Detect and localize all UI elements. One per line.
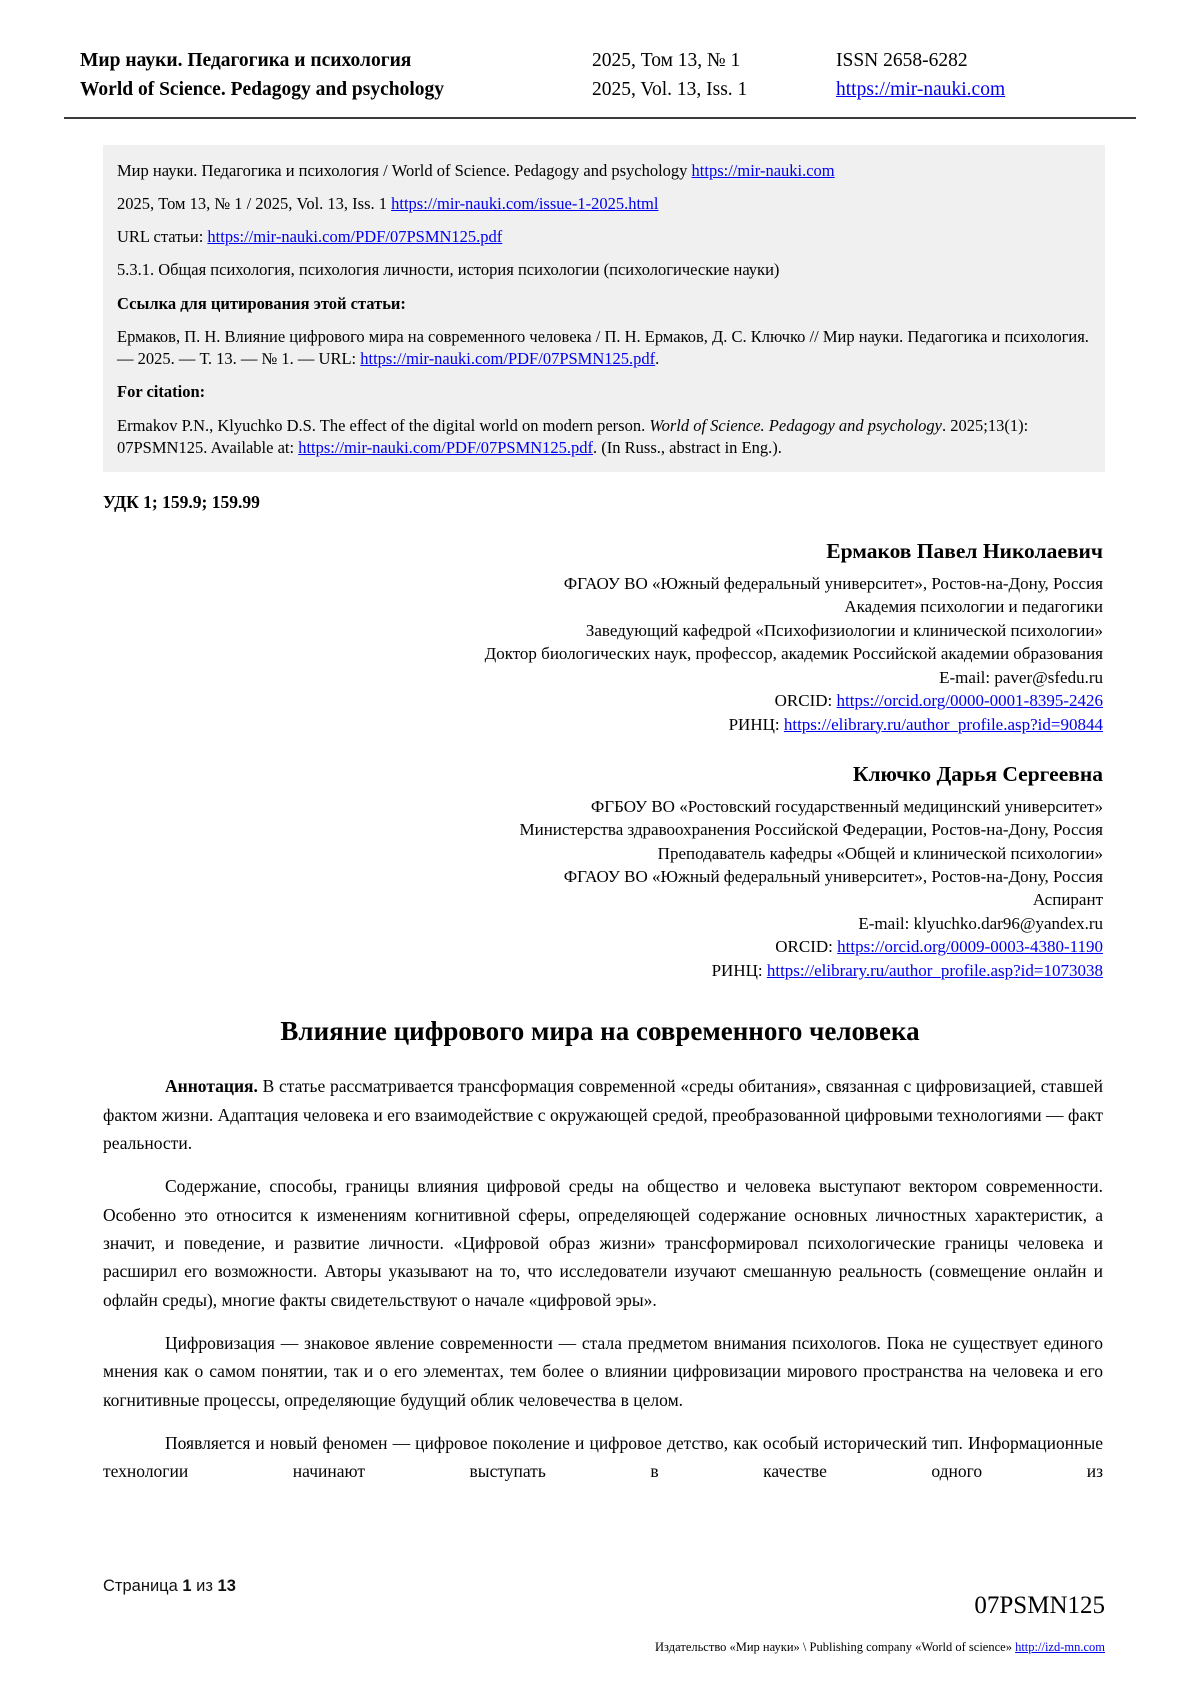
author-1-department: Академия психологии и педагогики — [844, 597, 1103, 617]
author-1-affiliation: ФГАОУ ВО «Южный федеральный университет», Ростов-на-Дону, Россия — [563, 573, 1103, 593]
author-1-orcid-link[interactable]: https://orcid.org/0000-0001-8395-2426 — [836, 691, 1103, 711]
journal-line-text: Мир науки. Педагогика и психология / World of Science. Pedagogy and psychology — [117, 160, 692, 180]
issue-link[interactable]: https://mir-nauki.com/issue-1-2025.html — [391, 193, 659, 213]
author-1-rinc-link[interactable]: https://elibrary.ru/author_profile.asp?id=90844 — [783, 714, 1103, 734]
author-block-1 — [103, 537, 1103, 736]
journal-title-en: World of Science. Pedagogy and psychology — [80, 79, 445, 101]
issue-line — [117, 193, 1089, 215]
author-1-orcid-line — [103, 689, 1103, 712]
author-2-orcid-label: ORCID: — [775, 937, 838, 957]
author-2-email: klyuchko.dar96@yandex.ru — [913, 913, 1103, 933]
citation-en-label: For citation: — [117, 382, 206, 402]
author-1-email-line — [103, 666, 1103, 689]
page-number-of: из — [191, 1577, 218, 1595]
journal-link[interactable]: https://mir-nauki.com — [691, 160, 835, 180]
citation-ru-text: Ермаков, П. Н. Влияние цифрового мира на современного человека / П. Н. Ермаков, Д. С. Ключко // Мир науки. Педагогика и психология. — 2025. — Т. 13. — № 1. — URL: — [117, 326, 1089, 369]
abstract-text: В статье рассматривается трансформация современной «среды обитания», связанная с цифровизацией, ставшей фактом жизни. Адаптация человека и его взаимодействие с окружающей средой, преобразованной цифровыми технологиями — факт реальности. — [103, 1076, 1103, 1154]
author-2-position: Преподаватель кафедры «Общей и клинической психологии» — [657, 843, 1103, 863]
page-number-current: 1 — [182, 1577, 192, 1595]
author-1-degree: Доктор биологических наук, профессор, академик Российской академии образования — [484, 644, 1103, 664]
article-url-line — [117, 226, 1089, 248]
author-2-rinc-link[interactable]: https://elibrary.ru/author_profile.asp?id=1073038 — [766, 960, 1103, 980]
page-number-prefix: Страница — [103, 1577, 183, 1595]
article-id: 07PSMN125 — [974, 1592, 1105, 1619]
article-url-label: URL статьи: — [117, 227, 208, 247]
author-1-email-label: E-mail: — [939, 667, 995, 687]
page-header — [64, 46, 1136, 119]
author-1-orcid-label: ORCID: — [774, 691, 837, 711]
citation-en-mid: . 2025;13(1): 07PSMN125. Available at: — [117, 415, 1029, 457]
author-2-affiliation-1: ФГБОУ ВО «Ростовский государственный медицинский университет» — [590, 796, 1103, 816]
authors-section — [103, 537, 1103, 982]
journal-title-ru: Мир науки. Педагогика и психология — [80, 50, 412, 71]
issue-line-text: 2025, Том 13, № 1 / 2025, Vol. 13, Iss. 1 — [117, 193, 392, 213]
author-1-name: Ермаков Павел Николаевич — [826, 539, 1103, 564]
author-1-rinc-label: РИНЦ: — [728, 714, 784, 734]
abstract-label: Аннотация. — [165, 1076, 258, 1097]
citation-en-link[interactable]: https://mir-nauki.com/PDF/07PSMN125.pdf — [298, 437, 594, 457]
article-title: Влияние цифрового мира на современного человека — [280, 1016, 920, 1047]
citation-ru-label: Ссылка для цитирования этой статьи: — [117, 293, 406, 313]
author-1-position: Заведующий кафедрой «Психофизиологии и клинической психологии» — [585, 620, 1103, 640]
author-1-email: paver@sfedu.ru — [994, 667, 1103, 687]
abstract-paragraph — [103, 1072, 1103, 1157]
issue-info-block — [592, 46, 836, 105]
article-pdf-link[interactable]: https://mir-nauki.com/PDF/07PSMN125.pdf — [207, 227, 503, 247]
author-1-rinc-line — [103, 713, 1103, 736]
body-paragraph-2: Содержание, способы, границы влияния цифровой среды на общество и человека выступают вектором современности. Особенно это относится к изменениям когнитивной сферы, определяющей содержание основных личностных характеристик, а значит, и поведение, и развитие личности. «Цифровой образ жизни» трансформировал психологические границы человека и расширил его возможности. Авторы указывают на то, что исследователи изучают смешанную реальность (совмещение онлайн и офлайн среды), многие факты свидетельствуют о начале «цифровой эры». — [103, 1176, 1103, 1310]
citation-en-journal-italic: World of Science. Pedagogy and psychology — [649, 415, 942, 435]
citation-ru — [117, 326, 1089, 371]
author-2-email-label: E-mail: — [858, 913, 914, 933]
citation-en-text: Ermakov P.N., Klyuchko D.S. The effect of the digital world on modern person. — [117, 415, 650, 435]
journal-site-link[interactable]: https://mir-nauki.com — [836, 79, 1006, 101]
citation-ru-link[interactable]: https://mir-nauki.com/PDF/07PSMN125.pdf — [360, 349, 656, 369]
citation-info-box — [103, 145, 1105, 473]
publisher-link[interactable]: http://izd-mn.com — [1015, 1640, 1105, 1654]
specialty-line: 5.3.1. Общая психология, психология личности, история психологии (психологические науки) — [117, 260, 780, 280]
issn-number: ISSN 2658-6282 — [836, 50, 968, 71]
author-2-rinc-label: РИНЦ: — [711, 960, 767, 980]
citation-en — [117, 415, 1089, 460]
page-number — [103, 1577, 236, 1596]
citation-ru-period: . — [655, 349, 660, 369]
journal-line — [117, 160, 1089, 182]
author-2-orcid-line — [103, 935, 1103, 958]
udk-code: УДК 1; 159.9; 159.99 — [103, 492, 260, 513]
author-block-2 — [103, 760, 1103, 982]
author-2-affiliation-3: ФГАОУ ВО «Южный федеральный университет», Ростов-на-Дону, Россия — [563, 867, 1103, 886]
publisher-line — [655, 1640, 1105, 1655]
page-number-total: 13 — [217, 1577, 236, 1595]
body-paragraph-4: Появляется и новый феномен — цифровое поколение и цифровое детство, как особый исторический тип. Информационные технологии начинают выступать в качестве одного из — [103, 1433, 1103, 1482]
journal-title-block — [64, 46, 592, 105]
citation-en-after: . (In Russ., abstract in Eng.). — [593, 437, 782, 457]
issue-ru: 2025, Том 13, № 1 — [592, 50, 741, 71]
author-2-degree: Аспирант — [1032, 890, 1103, 910]
body-paragraph-3: Цифровизация — знаковое явление современности — стала предметом внимания психологов. Пока не существует единого мнения как о самом понятии, так и о его элементах, тем более о влиянии цифровизации мирового пространства на человека и его когнитивные процессы, определяющие будущий облик человечества в целом. — [103, 1333, 1103, 1410]
journal-site-link-row — [836, 75, 1136, 104]
issue-en: 2025, Vol. 13, Iss. 1 — [592, 79, 748, 101]
author-2-name: Ключко Дарья Сергеевна — [852, 761, 1103, 786]
author-2-orcid-link[interactable]: https://orcid.org/0009-0003-4380-1190 — [837, 937, 1103, 957]
publisher-text: Издательство «Мир науки» \ Publishing company «World of science» — [655, 1640, 1016, 1654]
author-2-affiliation-2: Министерства здравоохранения Российской Федерации, Ростов-на-Дону, Россия — [519, 820, 1103, 840]
issn-block — [836, 46, 1136, 105]
author-2-rinc-line — [103, 959, 1103, 982]
author-2-email-line — [103, 912, 1103, 935]
